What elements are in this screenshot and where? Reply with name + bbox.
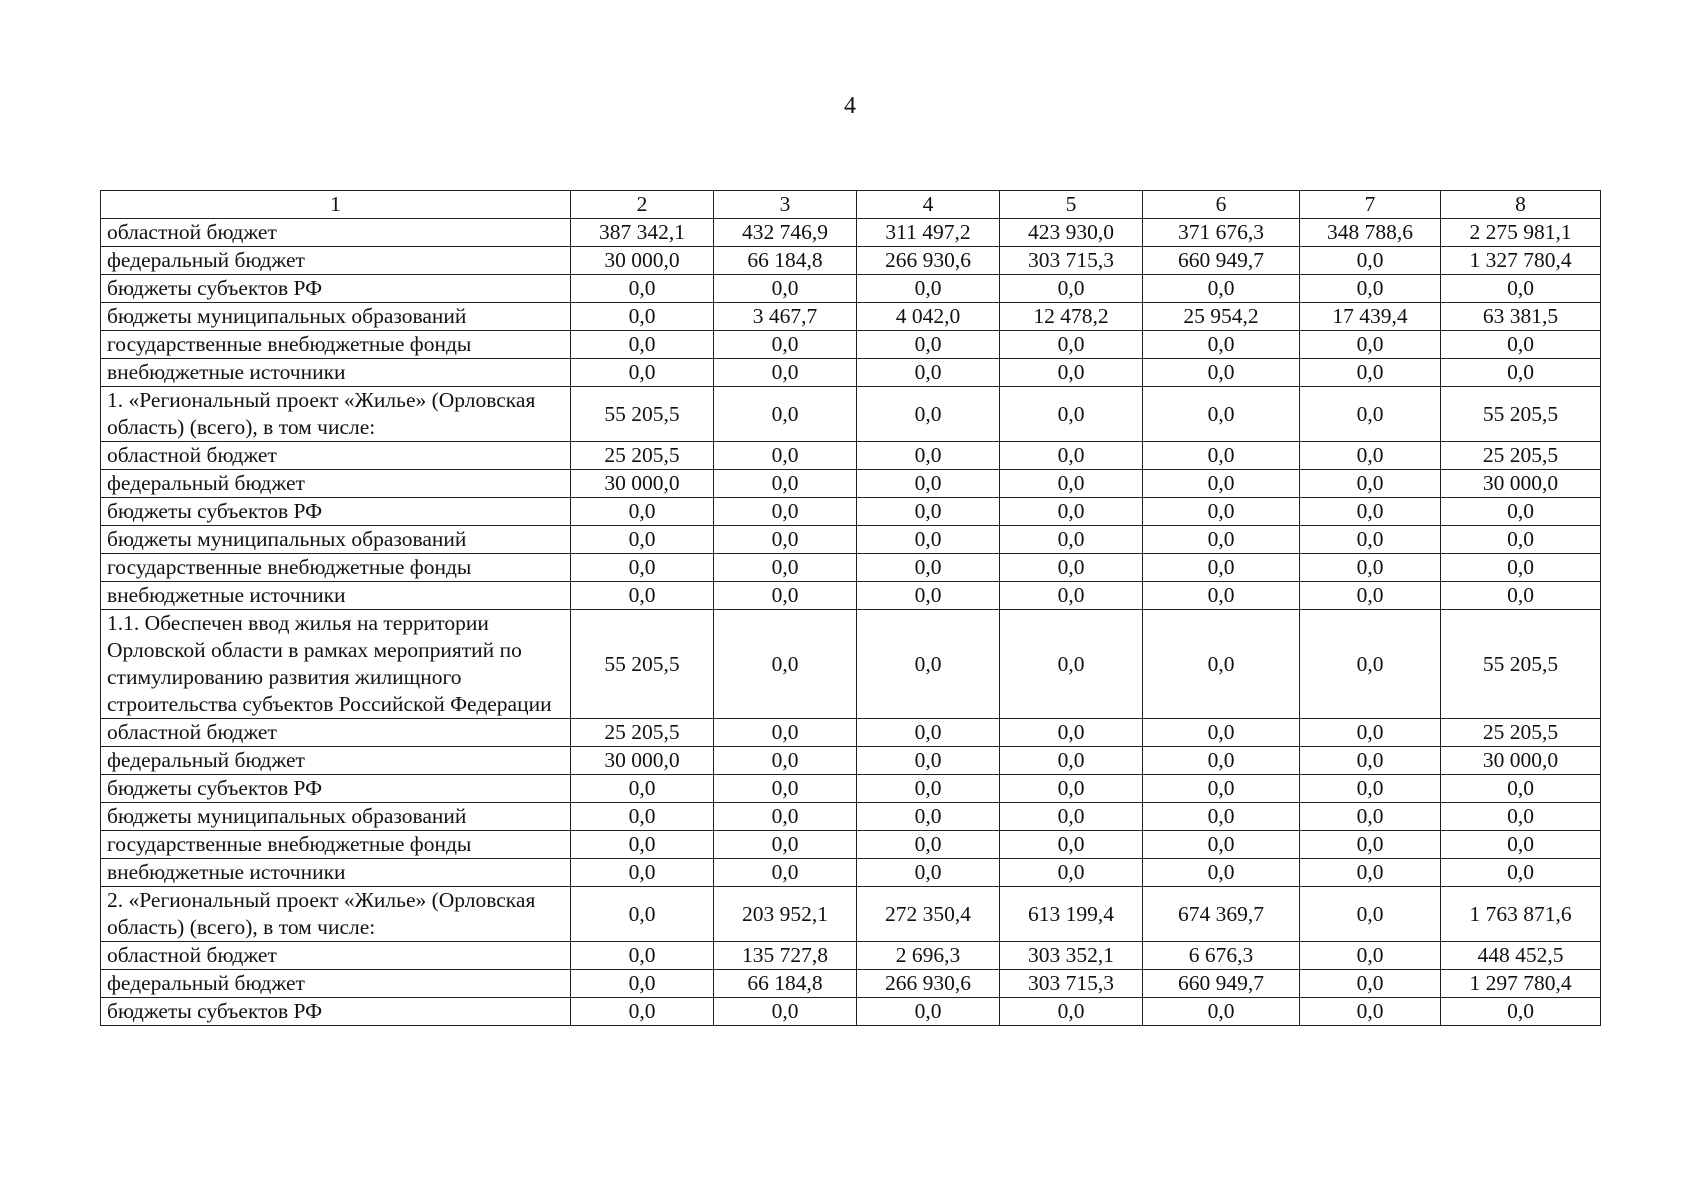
row-value: 0,0 — [1300, 610, 1441, 719]
row-value: 0,0 — [571, 998, 714, 1026]
row-value: 0,0 — [714, 442, 857, 470]
page-number: 4 — [844, 93, 856, 119]
row-value: 0,0 — [1300, 331, 1441, 359]
row-value: 0,0 — [714, 747, 857, 775]
column-header: 4 — [857, 191, 1000, 219]
row-value: 55 205,5 — [571, 610, 714, 719]
row-value: 0,0 — [1300, 719, 1441, 747]
row-value: 0,0 — [571, 303, 714, 331]
table-row — [101, 554, 1601, 582]
row-value: 0,0 — [571, 359, 714, 387]
row-value: 0,0 — [857, 275, 1000, 303]
row-value: 0,0 — [1143, 582, 1300, 610]
row-value: 613 199,4 — [1000, 887, 1143, 942]
row-value: 0,0 — [1143, 610, 1300, 719]
row-value: 0,0 — [857, 498, 1000, 526]
row-value: 387 342,1 — [571, 219, 714, 247]
row-value: 0,0 — [857, 442, 1000, 470]
row-value: 12 478,2 — [1000, 303, 1143, 331]
row-value: 0,0 — [1000, 554, 1143, 582]
row-value: 0,0 — [1441, 359, 1601, 387]
row-value: 0,0 — [1000, 831, 1143, 859]
row-value: 432 746,9 — [714, 219, 857, 247]
row-value: 0,0 — [1441, 775, 1601, 803]
row-value: 0,0 — [1441, 831, 1601, 859]
row-value: 0,0 — [1300, 582, 1441, 610]
row-value: 17 439,4 — [1300, 303, 1441, 331]
column-header: 3 — [714, 191, 857, 219]
row-value: 266 930,6 — [857, 970, 1000, 998]
table-row — [101, 942, 1601, 970]
row-value: 0,0 — [857, 775, 1000, 803]
row-value: 0,0 — [1300, 747, 1441, 775]
row-value: 0,0 — [1143, 831, 1300, 859]
row-value: 0,0 — [1441, 582, 1601, 610]
row-label: бюджеты субъектов РФ — [101, 498, 571, 526]
row-value: 2 696,3 — [857, 942, 1000, 970]
row-value: 371 676,3 — [1143, 219, 1300, 247]
row-value: 0,0 — [1300, 859, 1441, 887]
row-value: 0,0 — [571, 803, 714, 831]
row-value: 0,0 — [571, 859, 714, 887]
table-row — [101, 247, 1601, 275]
row-value: 0,0 — [571, 275, 714, 303]
row-value: 0,0 — [571, 582, 714, 610]
row-label: внебюджетные источники — [101, 582, 571, 610]
row-value: 266 930,6 — [857, 247, 1000, 275]
table-row — [101, 775, 1601, 803]
row-value: 0,0 — [1000, 498, 1143, 526]
row-value: 303 352,1 — [1000, 942, 1143, 970]
row-value: 0,0 — [571, 554, 714, 582]
row-value: 448 452,5 — [1441, 942, 1601, 970]
row-value: 0,0 — [714, 803, 857, 831]
row-value: 30 000,0 — [571, 747, 714, 775]
row-value: 660 949,7 — [1143, 247, 1300, 275]
row-value: 0,0 — [571, 831, 714, 859]
row-value: 0,0 — [714, 526, 857, 554]
table-row — [101, 747, 1601, 775]
row-value: 348 788,6 — [1300, 219, 1441, 247]
table-row — [101, 831, 1601, 859]
row-label: бюджеты субъектов РФ — [101, 998, 571, 1026]
row-value: 0,0 — [1000, 470, 1143, 498]
row-value: 0,0 — [1143, 387, 1300, 442]
row-value: 0,0 — [857, 719, 1000, 747]
budget-table — [100, 190, 1601, 1026]
row-label: бюджеты муниципальных образований — [101, 303, 571, 331]
table-row — [101, 998, 1601, 1026]
row-value: 0,0 — [714, 554, 857, 582]
row-value: 0,0 — [1300, 831, 1441, 859]
row-value: 0,0 — [1143, 554, 1300, 582]
row-value: 0,0 — [1000, 442, 1143, 470]
row-label: внебюджетные источники — [101, 359, 571, 387]
row-label: 1.1. Обеспечен ввод жилья на территории Орловской области в рамках мероприятий по стимулированию развития жилищного строительства субъектов Российской Федерации — [101, 610, 571, 719]
row-value: 0,0 — [1143, 719, 1300, 747]
row-value: 4 042,0 — [857, 303, 1000, 331]
table-row — [101, 387, 1601, 442]
row-value: 55 205,5 — [1441, 387, 1601, 442]
row-value: 6 676,3 — [1143, 942, 1300, 970]
row-value: 0,0 — [1143, 526, 1300, 554]
row-value: 0,0 — [1441, 998, 1601, 1026]
table-row — [101, 887, 1601, 942]
row-value: 0,0 — [571, 775, 714, 803]
row-value: 0,0 — [1300, 526, 1441, 554]
row-value: 25 205,5 — [1441, 719, 1601, 747]
row-value: 0,0 — [1300, 998, 1441, 1026]
row-label: государственные внебюджетные фонды — [101, 831, 571, 859]
row-value: 1 297 780,4 — [1441, 970, 1601, 998]
row-value: 0,0 — [714, 859, 857, 887]
table-row — [101, 470, 1601, 498]
table-row — [101, 442, 1601, 470]
column-header: 2 — [571, 191, 714, 219]
row-value: 0,0 — [1000, 859, 1143, 887]
row-label: бюджеты субъектов РФ — [101, 275, 571, 303]
table-body — [101, 219, 1601, 1026]
row-value: 0,0 — [1300, 247, 1441, 275]
row-value: 55 205,5 — [1441, 610, 1601, 719]
row-value: 272 350,4 — [857, 887, 1000, 942]
row-value: 0,0 — [1441, 526, 1601, 554]
column-header: 8 — [1441, 191, 1601, 219]
row-value: 0,0 — [1300, 359, 1441, 387]
row-value: 0,0 — [714, 387, 857, 442]
table-row — [101, 526, 1601, 554]
row-value: 3 467,7 — [714, 303, 857, 331]
row-value: 0,0 — [571, 331, 714, 359]
column-header: 5 — [1000, 191, 1143, 219]
table-row — [101, 359, 1601, 387]
row-value: 0,0 — [1300, 498, 1441, 526]
row-value: 0,0 — [1300, 442, 1441, 470]
row-value: 0,0 — [1143, 747, 1300, 775]
row-value: 0,0 — [1441, 331, 1601, 359]
row-label: 2. «Региональный проект «Жилье» (Орловская область) (всего), в том числе: — [101, 887, 571, 942]
row-value: 63 381,5 — [1441, 303, 1601, 331]
column-header: 6 — [1143, 191, 1300, 219]
table-header-row — [101, 191, 1601, 219]
row-value: 0,0 — [1143, 803, 1300, 831]
row-value: 0,0 — [571, 970, 714, 998]
row-value: 0,0 — [1143, 442, 1300, 470]
row-value: 0,0 — [1441, 554, 1601, 582]
row-value: 0,0 — [1300, 470, 1441, 498]
row-value: 0,0 — [857, 831, 1000, 859]
row-value: 0,0 — [714, 359, 857, 387]
table-row — [101, 219, 1601, 247]
table-row — [101, 803, 1601, 831]
row-value: 66 184,8 — [714, 247, 857, 275]
row-label: федеральный бюджет — [101, 247, 571, 275]
table-row — [101, 498, 1601, 526]
row-value: 0,0 — [1000, 526, 1143, 554]
row-value: 0,0 — [1300, 775, 1441, 803]
table-row — [101, 275, 1601, 303]
row-value: 0,0 — [1441, 859, 1601, 887]
row-label: бюджеты муниципальных образований — [101, 803, 571, 831]
row-value: 25 205,5 — [571, 719, 714, 747]
row-value: 0,0 — [857, 747, 1000, 775]
row-value: 30 000,0 — [571, 470, 714, 498]
row-value: 0,0 — [1143, 775, 1300, 803]
row-label: федеральный бюджет — [101, 970, 571, 998]
row-value: 0,0 — [571, 887, 714, 942]
row-value: 135 727,8 — [714, 942, 857, 970]
row-value: 30 000,0 — [1441, 747, 1601, 775]
row-value: 674 369,7 — [1143, 887, 1300, 942]
row-value: 0,0 — [1000, 275, 1143, 303]
row-label: федеральный бюджет — [101, 747, 571, 775]
row-value: 0,0 — [1143, 359, 1300, 387]
row-label: областной бюджет — [101, 442, 571, 470]
row-value: 0,0 — [1143, 498, 1300, 526]
row-value: 0,0 — [1441, 275, 1601, 303]
row-value: 0,0 — [1300, 887, 1441, 942]
row-value: 0,0 — [1000, 359, 1143, 387]
column-header: 1 — [101, 191, 571, 219]
table-row — [101, 610, 1601, 719]
row-value: 303 715,3 — [1000, 970, 1143, 998]
row-value: 0,0 — [571, 526, 714, 554]
row-value: 0,0 — [1000, 610, 1143, 719]
row-label: бюджеты муниципальных образований — [101, 526, 571, 554]
row-value: 423 930,0 — [1000, 219, 1143, 247]
row-value: 660 949,7 — [1143, 970, 1300, 998]
row-value: 0,0 — [1000, 747, 1143, 775]
row-value: 0,0 — [1300, 387, 1441, 442]
column-header: 7 — [1300, 191, 1441, 219]
row-value: 30 000,0 — [1441, 470, 1601, 498]
row-value: 303 715,3 — [1000, 247, 1143, 275]
row-value: 0,0 — [1143, 331, 1300, 359]
row-value: 0,0 — [714, 998, 857, 1026]
row-value: 0,0 — [857, 582, 1000, 610]
row-label: федеральный бюджет — [101, 470, 571, 498]
row-value: 0,0 — [714, 498, 857, 526]
table-row — [101, 582, 1601, 610]
row-value: 25 954,2 — [1143, 303, 1300, 331]
row-value: 66 184,8 — [714, 970, 857, 998]
row-value: 0,0 — [1143, 275, 1300, 303]
row-value: 0,0 — [1000, 387, 1143, 442]
row-value: 0,0 — [1300, 970, 1441, 998]
row-value: 0,0 — [857, 387, 1000, 442]
row-value: 0,0 — [571, 942, 714, 970]
row-value: 0,0 — [714, 470, 857, 498]
row-value: 311 497,2 — [857, 219, 1000, 247]
row-value: 0,0 — [1000, 719, 1143, 747]
row-value: 0,0 — [1300, 554, 1441, 582]
row-value: 0,0 — [1143, 998, 1300, 1026]
row-value: 0,0 — [1000, 803, 1143, 831]
row-value: 0,0 — [857, 331, 1000, 359]
row-label: государственные внебюджетные фонды — [101, 554, 571, 582]
row-value: 0,0 — [714, 610, 857, 719]
row-value: 0,0 — [1441, 498, 1601, 526]
row-value: 0,0 — [1143, 470, 1300, 498]
row-value: 55 205,5 — [571, 387, 714, 442]
table-row — [101, 331, 1601, 359]
row-value: 0,0 — [1300, 942, 1441, 970]
row-value: 0,0 — [1300, 275, 1441, 303]
row-value: 25 205,5 — [571, 442, 714, 470]
table-row — [101, 719, 1601, 747]
row-value: 0,0 — [571, 498, 714, 526]
row-value: 0,0 — [1000, 998, 1143, 1026]
row-value: 0,0 — [1441, 803, 1601, 831]
row-label: 1. «Региональный проект «Жилье» (Орловская область) (всего), в том числе: — [101, 387, 571, 442]
table-row — [101, 859, 1601, 887]
row-value: 30 000,0 — [571, 247, 714, 275]
row-value: 203 952,1 — [714, 887, 857, 942]
row-value: 0,0 — [1143, 859, 1300, 887]
row-label: внебюджетные источники — [101, 859, 571, 887]
row-label: государственные внебюджетные фонды — [101, 331, 571, 359]
row-label: бюджеты субъектов РФ — [101, 775, 571, 803]
row-value: 0,0 — [714, 331, 857, 359]
row-value: 0,0 — [857, 998, 1000, 1026]
row-value: 0,0 — [857, 554, 1000, 582]
row-value: 0,0 — [1300, 803, 1441, 831]
row-label: областной бюджет — [101, 719, 571, 747]
row-label: областной бюджет — [101, 219, 571, 247]
row-value: 0,0 — [857, 470, 1000, 498]
row-value: 0,0 — [857, 803, 1000, 831]
row-value: 25 205,5 — [1441, 442, 1601, 470]
row-value: 0,0 — [857, 526, 1000, 554]
table-row — [101, 970, 1601, 998]
row-value: 0,0 — [857, 859, 1000, 887]
row-value: 2 275 981,1 — [1441, 219, 1601, 247]
row-value: 0,0 — [714, 831, 857, 859]
row-value: 0,0 — [714, 275, 857, 303]
row-value: 0,0 — [857, 610, 1000, 719]
row-value: 0,0 — [714, 582, 857, 610]
row-label: областной бюджет — [101, 942, 571, 970]
row-value: 1 763 871,6 — [1441, 887, 1601, 942]
table-row — [101, 303, 1601, 331]
row-value: 1 327 780,4 — [1441, 247, 1601, 275]
row-value: 0,0 — [1000, 775, 1143, 803]
row-value: 0,0 — [714, 775, 857, 803]
row-value: 0,0 — [1000, 582, 1143, 610]
row-value: 0,0 — [857, 359, 1000, 387]
row-value: 0,0 — [1000, 331, 1143, 359]
row-value: 0,0 — [714, 719, 857, 747]
